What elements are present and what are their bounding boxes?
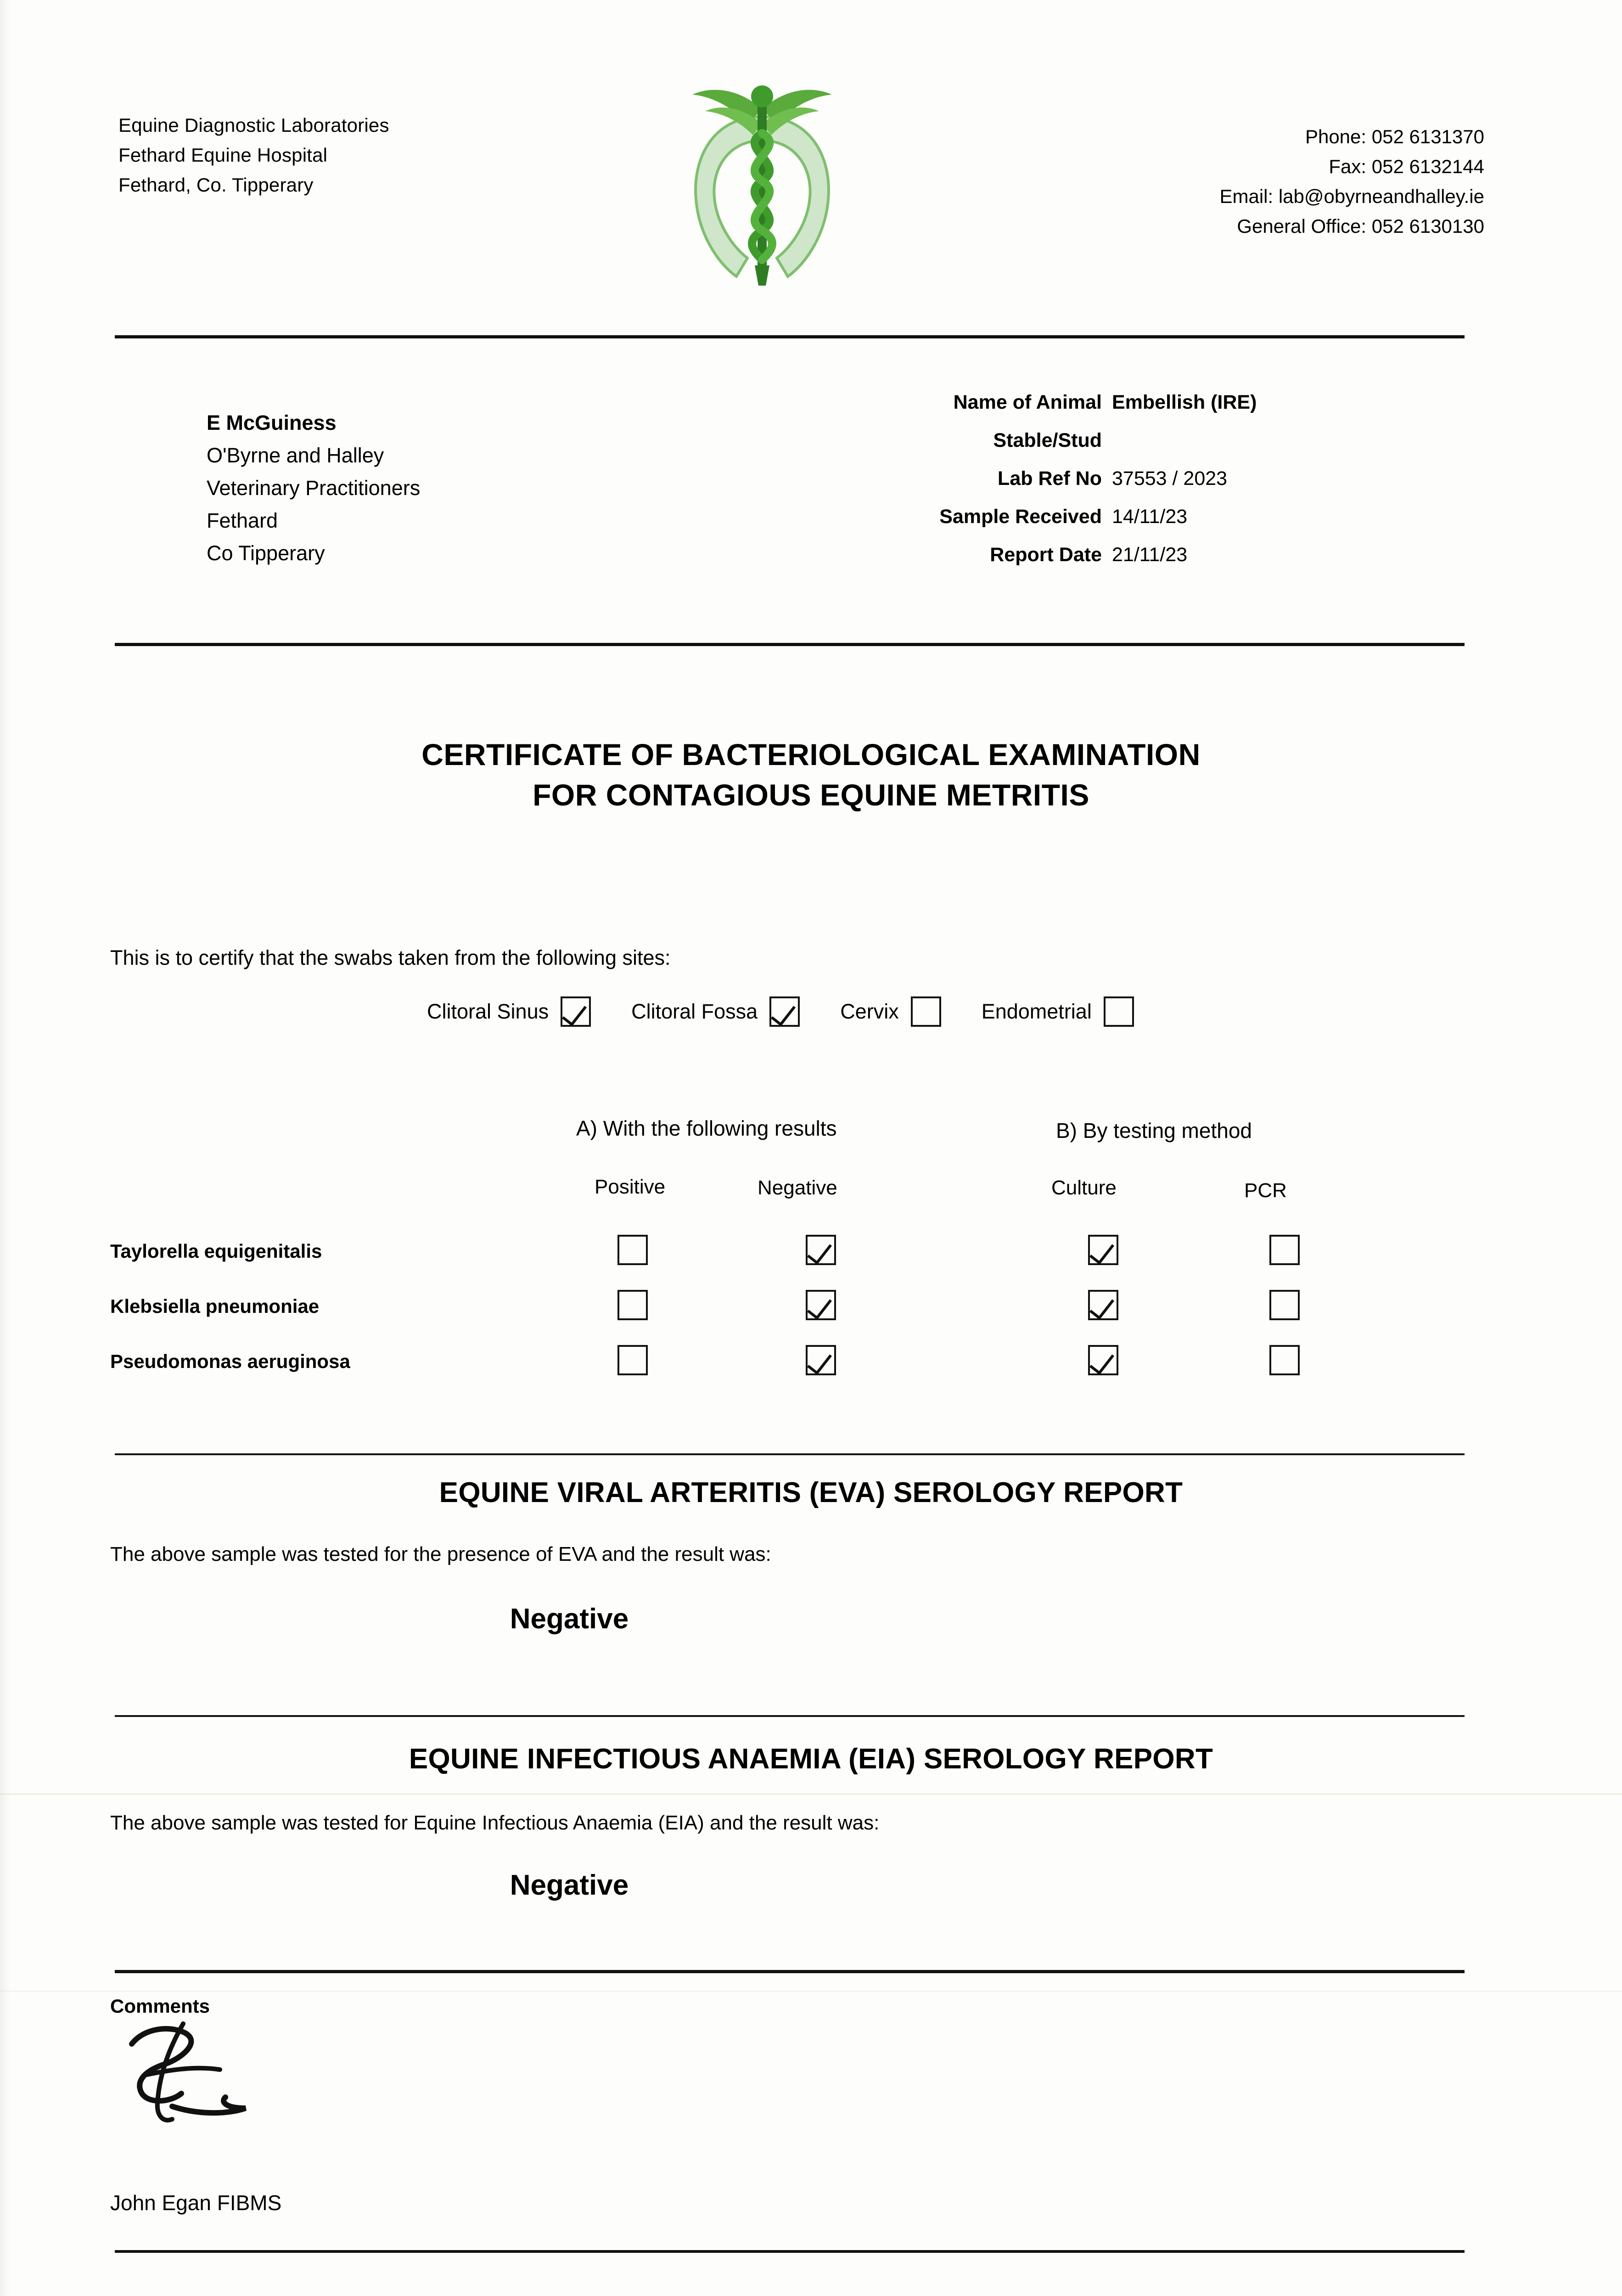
checkbox-pseudomonas-positive[interactable] <box>617 1345 648 1375</box>
field-value: 37553 / 2023 <box>1112 467 1228 490</box>
contact-email: Email: lab@obyrneandhalley.ie <box>1219 186 1484 208</box>
contact-general-office: General Office: 052 6130130 <box>1237 215 1484 237</box>
client-practice: O'Byrne and Halley <box>207 444 384 467</box>
field-label: Report Date <box>990 544 1102 566</box>
eva-section-title: EQUINE VIRAL ARTERITIS (EVA) SEROLOGY REPORT <box>439 1477 1183 1508</box>
field-stable-stud <box>780 431 1469 450</box>
field-value: 14/11/23 <box>1112 506 1188 528</box>
organism-list <box>110 1224 350 1389</box>
eva-result: Negative <box>510 1603 629 1635</box>
divider-above-comments <box>115 1970 1465 1973</box>
checkbox-pseudomonas-pcr[interactable] <box>1269 1345 1300 1375</box>
column-header-positive: Positive <box>595 1176 666 1198</box>
divider-above-eia <box>115 1715 1465 1717</box>
field-lab-ref-no <box>780 469 1469 489</box>
site-cervix[interactable] <box>840 996 941 1027</box>
field-value: 21/11/23 <box>1112 544 1188 566</box>
site-label: Clitoral Sinus <box>427 1000 549 1023</box>
client-county: Co Tipperary <box>207 541 325 565</box>
field-label: Name of Animal <box>953 391 1102 413</box>
checkbox-klebsiella-pcr[interactable] <box>1269 1290 1300 1320</box>
checkbox-clitoral-sinus[interactable] <box>561 996 591 1027</box>
organism-name: Taylorella equigenitalis <box>110 1240 322 1262</box>
divider-above-eva <box>115 1453 1465 1455</box>
client-name: E McGuiness <box>207 411 337 434</box>
letterhead-line: Equine Diagnostic Laboratories <box>118 114 389 136</box>
column-header-pcr: PCR <box>1244 1179 1287 1202</box>
checkbox-klebsiella-culture[interactable] <box>1088 1290 1118 1320</box>
group-a-heading: A) With the following results <box>576 1116 837 1140</box>
site-clitoral-fossa[interactable] <box>631 996 800 1027</box>
caduceus-horseshoe-logo-icon <box>652 69 872 298</box>
comments-label: Comments <box>110 1995 210 2017</box>
eva-statement: The above sample was tested for the presence of EVA and the result was: <box>110 1543 771 1565</box>
certificate-title-line2: FOR CONTAGIOUS EQUINE METRITIS <box>533 777 1089 812</box>
checkbox-pseudomonas-negative[interactable] <box>806 1345 836 1375</box>
checkbox-taylorella-pcr[interactable] <box>1269 1235 1300 1265</box>
letterhead-line: Fethard, Co. Tipperary <box>118 174 314 196</box>
organism-name: Pseudomonas aeruginosa <box>110 1351 350 1372</box>
site-label: Cervix <box>840 1000 899 1023</box>
signatory-name: John Egan FIBMS <box>110 2191 282 2215</box>
divider-footer <box>115 2250 1465 2253</box>
client-role: Veterinary Practitioners <box>207 476 421 500</box>
swab-sites-row <box>427 996 1174 1027</box>
checkbox-klebsiella-positive[interactable] <box>617 1290 648 1320</box>
field-label: Lab Ref No <box>998 467 1102 490</box>
group-b-heading: B) By testing method <box>1056 1119 1252 1142</box>
certificate-title <box>0 735 1622 816</box>
site-endometrial[interactable] <box>982 996 1134 1027</box>
checkbox-endometrial[interactable] <box>1104 996 1134 1027</box>
animal-details <box>780 393 1469 583</box>
certificate-title-line1: CERTIFICATE OF BACTERIOLOGICAL EXAMINATION <box>421 737 1201 771</box>
column-header-negative: Negative <box>758 1176 837 1199</box>
letterhead-line: Fethard Equine Hospital <box>118 144 328 166</box>
field-value: Embellish (IRE) <box>1112 391 1257 413</box>
signature-mark <box>117 2018 356 2138</box>
field-label: Sample Received <box>939 506 1102 528</box>
eia-section-title: EQUINE INFECTIOUS ANAEMIA (EIA) SEROLOGY REPORT <box>409 1743 1213 1775</box>
column-header-culture: Culture <box>1051 1176 1117 1199</box>
contact-phone: Phone: 052 6131370 <box>1305 126 1484 147</box>
site-clitoral-sinus[interactable] <box>427 996 591 1027</box>
certify-statement: This is to certify that the swabs taken from the following sites: <box>110 946 671 969</box>
contact-fax: Fax: 052 6132144 <box>1329 156 1484 178</box>
checkbox-taylorella-positive[interactable] <box>617 1235 648 1265</box>
divider-top <box>115 335 1465 338</box>
site-label: Clitoral Fossa <box>631 1000 758 1023</box>
client-town: Fethard <box>207 509 278 533</box>
checkbox-pseudomonas-culture[interactable] <box>1088 1345 1118 1375</box>
checkbox-cervix[interactable] <box>911 996 941 1027</box>
site-label: Endometrial <box>981 1000 1092 1023</box>
letterhead-address <box>118 110 389 200</box>
contact-details <box>1219 122 1484 241</box>
checkbox-taylorella-culture[interactable] <box>1088 1235 1118 1265</box>
eia-result: Negative <box>510 1869 629 1901</box>
client-address <box>207 406 420 569</box>
field-label: Stable/Stud <box>993 429 1102 451</box>
field-report-date <box>780 545 1469 565</box>
field-name-of-animal <box>780 393 1469 412</box>
field-sample-received <box>780 507 1469 527</box>
eia-statement: The above sample was tested for Equine Infectious Anaemia (EIA) and the result was: <box>110 1812 880 1834</box>
checkbox-clitoral-fossa[interactable] <box>769 996 800 1027</box>
checkbox-taylorella-negative[interactable] <box>806 1235 836 1265</box>
divider-under-client <box>115 643 1465 646</box>
organism-name: Klebsiella pneumoniae <box>110 1295 320 1317</box>
checkbox-klebsiella-negative[interactable] <box>806 1290 836 1320</box>
